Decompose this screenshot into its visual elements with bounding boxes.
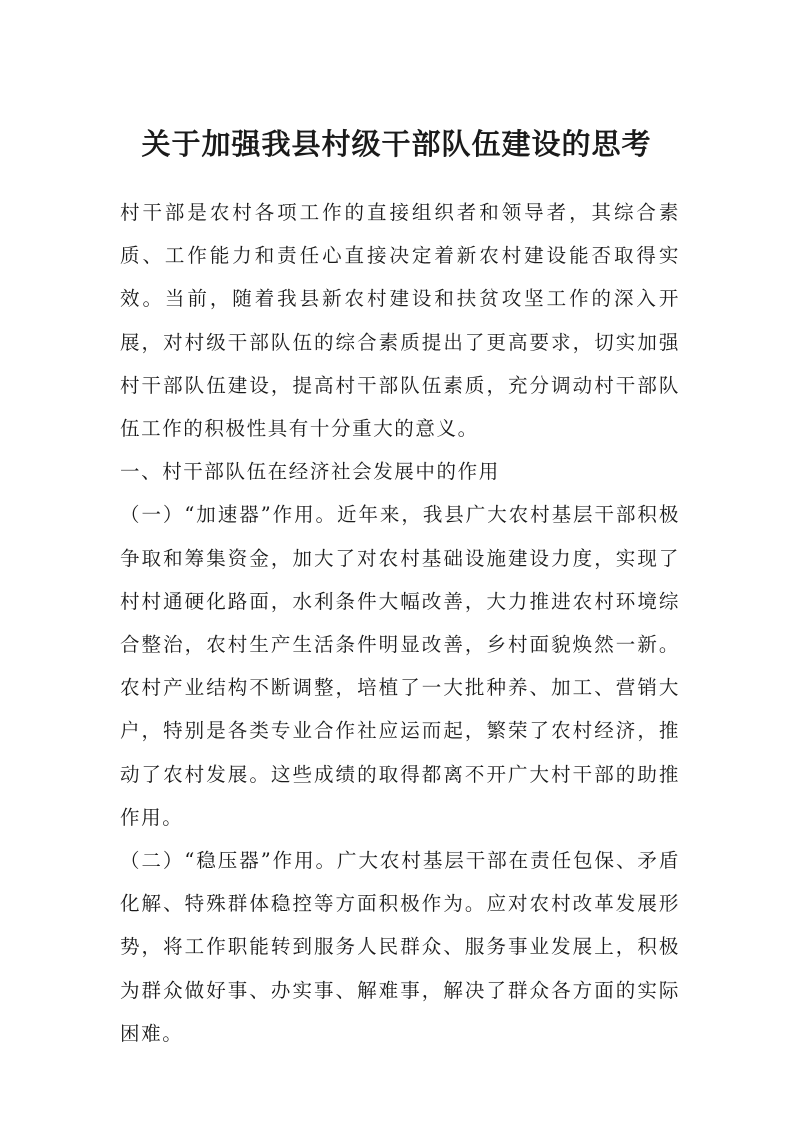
intro-paragraph: 村干部是农村各项工作的直接组织者和领导者，其综合素质、工作能力和责任心直接决定着新农村建设能否取得实效。当前，随着我县新农村建设和扶贫攻坚工作的深入开展，对村级干部队伍的综合素质提出了更高要求，切实加强村干部队伍建设，提高村干部队伍素质，充分调动村干部队伍工作的积极性具有十分重大的意义。 (120, 201, 680, 441)
subsection-stabilizer: （二）“稳压器”作用。广大农村基层干部在责任包保、矛盾化解、特殊群体稳控等方面积极作为。应对农村改革发展形势，将工作职能转到服务人民群众、服务事业发展上，积极为群众做好事、办实事、解难事，解决了群众各方面的实际困难。 (120, 849, 680, 1045)
document-body (120, 191, 680, 1055)
document-title: 关于加强我县村级干部队伍建设的思考 (141, 127, 652, 161)
subsection-accelerator: （一）“加速器”作用。近年来，我县广大农村基层干部积极争取和筹集资金，加大了对农村基础设施建设力度，实现了村村通硬化路面，水利条件大幅改善，大力推进农村环境综合整治，农村生产生活条件明显改善，乡村面貌焕然一新。农村产业结构不断调整，培植了一大批种养、加工、营销大户，特别是各类专业合作社应运而起，繁荣了农村经济，推动了农村发展。这些成绩的取得都离不开广大村干部的助推作用。 (120, 503, 680, 829)
section-heading: 一、村干部队伍在经济社会发展中的作用 (120, 460, 500, 484)
